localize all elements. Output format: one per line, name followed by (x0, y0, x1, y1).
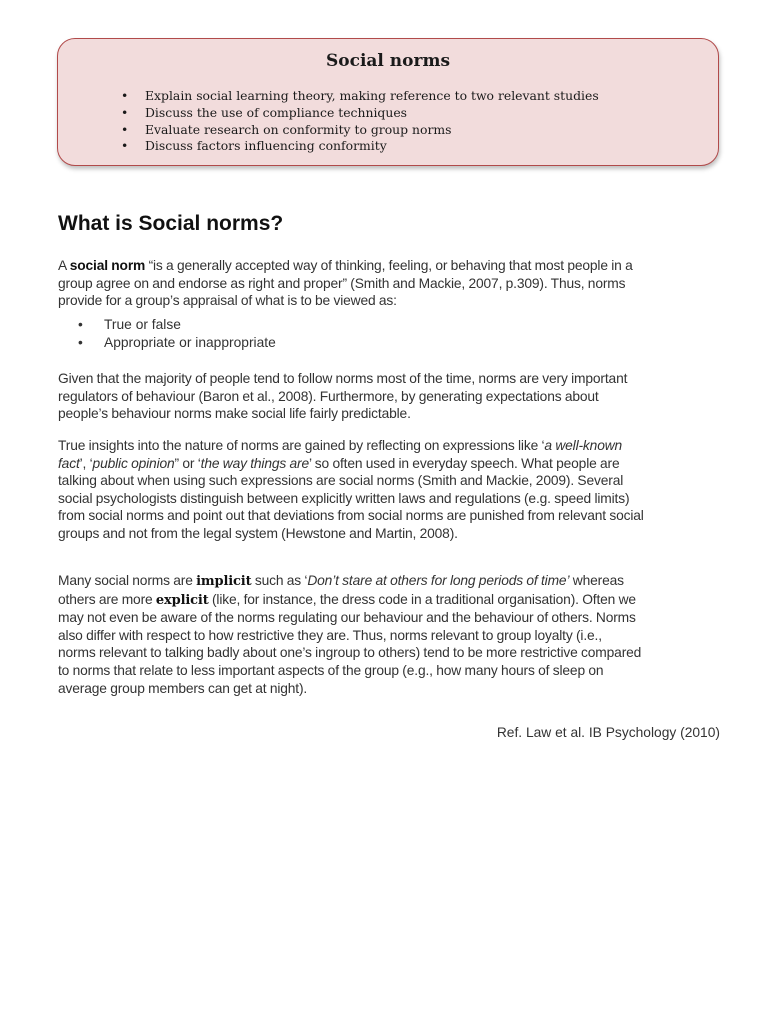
objective-item (120, 105, 599, 122)
section-heading: What is Social norms? (58, 212, 284, 235)
para3-line-1 (58, 437, 722, 455)
objectives-box (57, 38, 719, 166)
objective-text: Explain social learning theory, making reference to two relevant studies (145, 88, 599, 103)
intro-line-1 (58, 257, 722, 275)
objective-item (120, 122, 599, 139)
objective-item (120, 138, 599, 155)
para4-text: others are more (58, 591, 156, 607)
para3-quote: fact (58, 455, 80, 471)
para4-quote: Don’t stare at others for long periods of time’ (307, 573, 570, 588)
bullet-icon: • (78, 335, 83, 350)
para3-line-2 (58, 455, 722, 473)
para3-quote: the way things are (200, 455, 310, 471)
bullet-icon: • (121, 138, 129, 154)
objectives-title: Social norms (325, 51, 451, 71)
para3-text: True insights into the nature of norms are gained by reflecting on expressions like ‘ (58, 438, 545, 453)
para4-text: (like, for instance, the dress code in a traditional organisation). Often we (208, 591, 636, 607)
para3-quote: public opinion (92, 455, 175, 471)
intro-paragraph (58, 257, 722, 310)
intro-text-a: A (58, 258, 70, 273)
intro-term: social norm (69, 258, 146, 273)
para3-line-4: social psychologists distinguish between explicitly written laws and regulations (e.g. speed limits) (58, 490, 630, 506)
insights-paragraph (58, 437, 722, 543)
appraisal-item (78, 334, 276, 352)
para2-line-3: people’s behaviour norms make social life fairly predictable. (58, 406, 411, 422)
objectives-list (120, 88, 599, 155)
appraisal-text: True or false (104, 317, 181, 332)
para3-text: ’, ‘ (79, 455, 93, 471)
objective-text: Evaluate research on conformity to group norms (145, 121, 452, 137)
objective-item (120, 88, 599, 105)
para4-line-6: to norms that relate to less important aspects of the group (e.g., how many hours of sleep on (58, 662, 604, 678)
intro-text-b: “is a generally accepted way of thinking, feeling, or behaving that most people in a (145, 258, 633, 273)
implicit-explicit-paragraph (58, 572, 722, 697)
para4-line-4: also differ with respect to how restrictive they are. Thus, norms relevant to group loyalty (i.e., (58, 627, 602, 643)
para4-text: Many social norms are (58, 573, 197, 588)
para4-text: such as ‘ (251, 573, 308, 588)
bullet-icon: • (121, 88, 129, 103)
intro-line-3: provide for a group’s appraisal of what is to be viewed as: (58, 293, 397, 309)
reference-citation: Ref. Law et al. IB Psychology (2010) (496, 725, 720, 740)
bullet-icon: • (121, 121, 129, 137)
para2-line-1: Given that the majority of people tend to follow norms most of the time, norms are very important (58, 371, 628, 386)
para4-line-5: norms relevant to talking badly about one’s ingroup to others) tend to be more restrictive compared (58, 645, 642, 661)
appraisal-item (78, 316, 276, 334)
para4-line-1 (58, 572, 722, 591)
para4-term-explicit: explicit (155, 592, 209, 608)
para3-text: ” or ‘ (174, 455, 201, 471)
appraisal-list (78, 316, 276, 352)
para2-line-2: regulators of behaviour (Baron et al., 2008). Furthermore, by generating expectations about (58, 388, 599, 404)
para3-line-6: groups and not from the legal system (Hewstone and Martin, 2008). (58, 525, 458, 541)
para3-line-3: talking about when using such expressions are social norms (Smith and Mackie, 2009). Several (58, 473, 624, 489)
para4-term-implicit: implicit (196, 574, 252, 589)
intro-line-2: group agree on and endorse as right and proper” (Smith and Mackie, 2007, p.309). Thus, norms (58, 275, 626, 291)
para4-text: whereas (569, 573, 624, 588)
para4-line-7: average group members can get at night). (58, 680, 308, 696)
regulators-paragraph (58, 370, 722, 423)
para3-line-5: from social norms and point out that deviations from social norms are punished from relevant social (58, 508, 644, 524)
para4-line-2 (58, 591, 722, 610)
bullet-icon: • (78, 317, 83, 332)
objective-text: Discuss the use of compliance techniques (145, 104, 408, 120)
para4-line-3: may not even be aware of the norms regulating our behaviour and the behaviour of others. Norms (58, 610, 636, 626)
appraisal-text: Appropriate or inappropriate (104, 335, 276, 350)
para3-quote: a well-known (544, 438, 623, 453)
para3-text: ’ so often used in everyday speech. What people are (309, 455, 620, 471)
objective-text: Discuss factors influencing conformity (145, 138, 387, 154)
bullet-icon: • (121, 104, 129, 120)
